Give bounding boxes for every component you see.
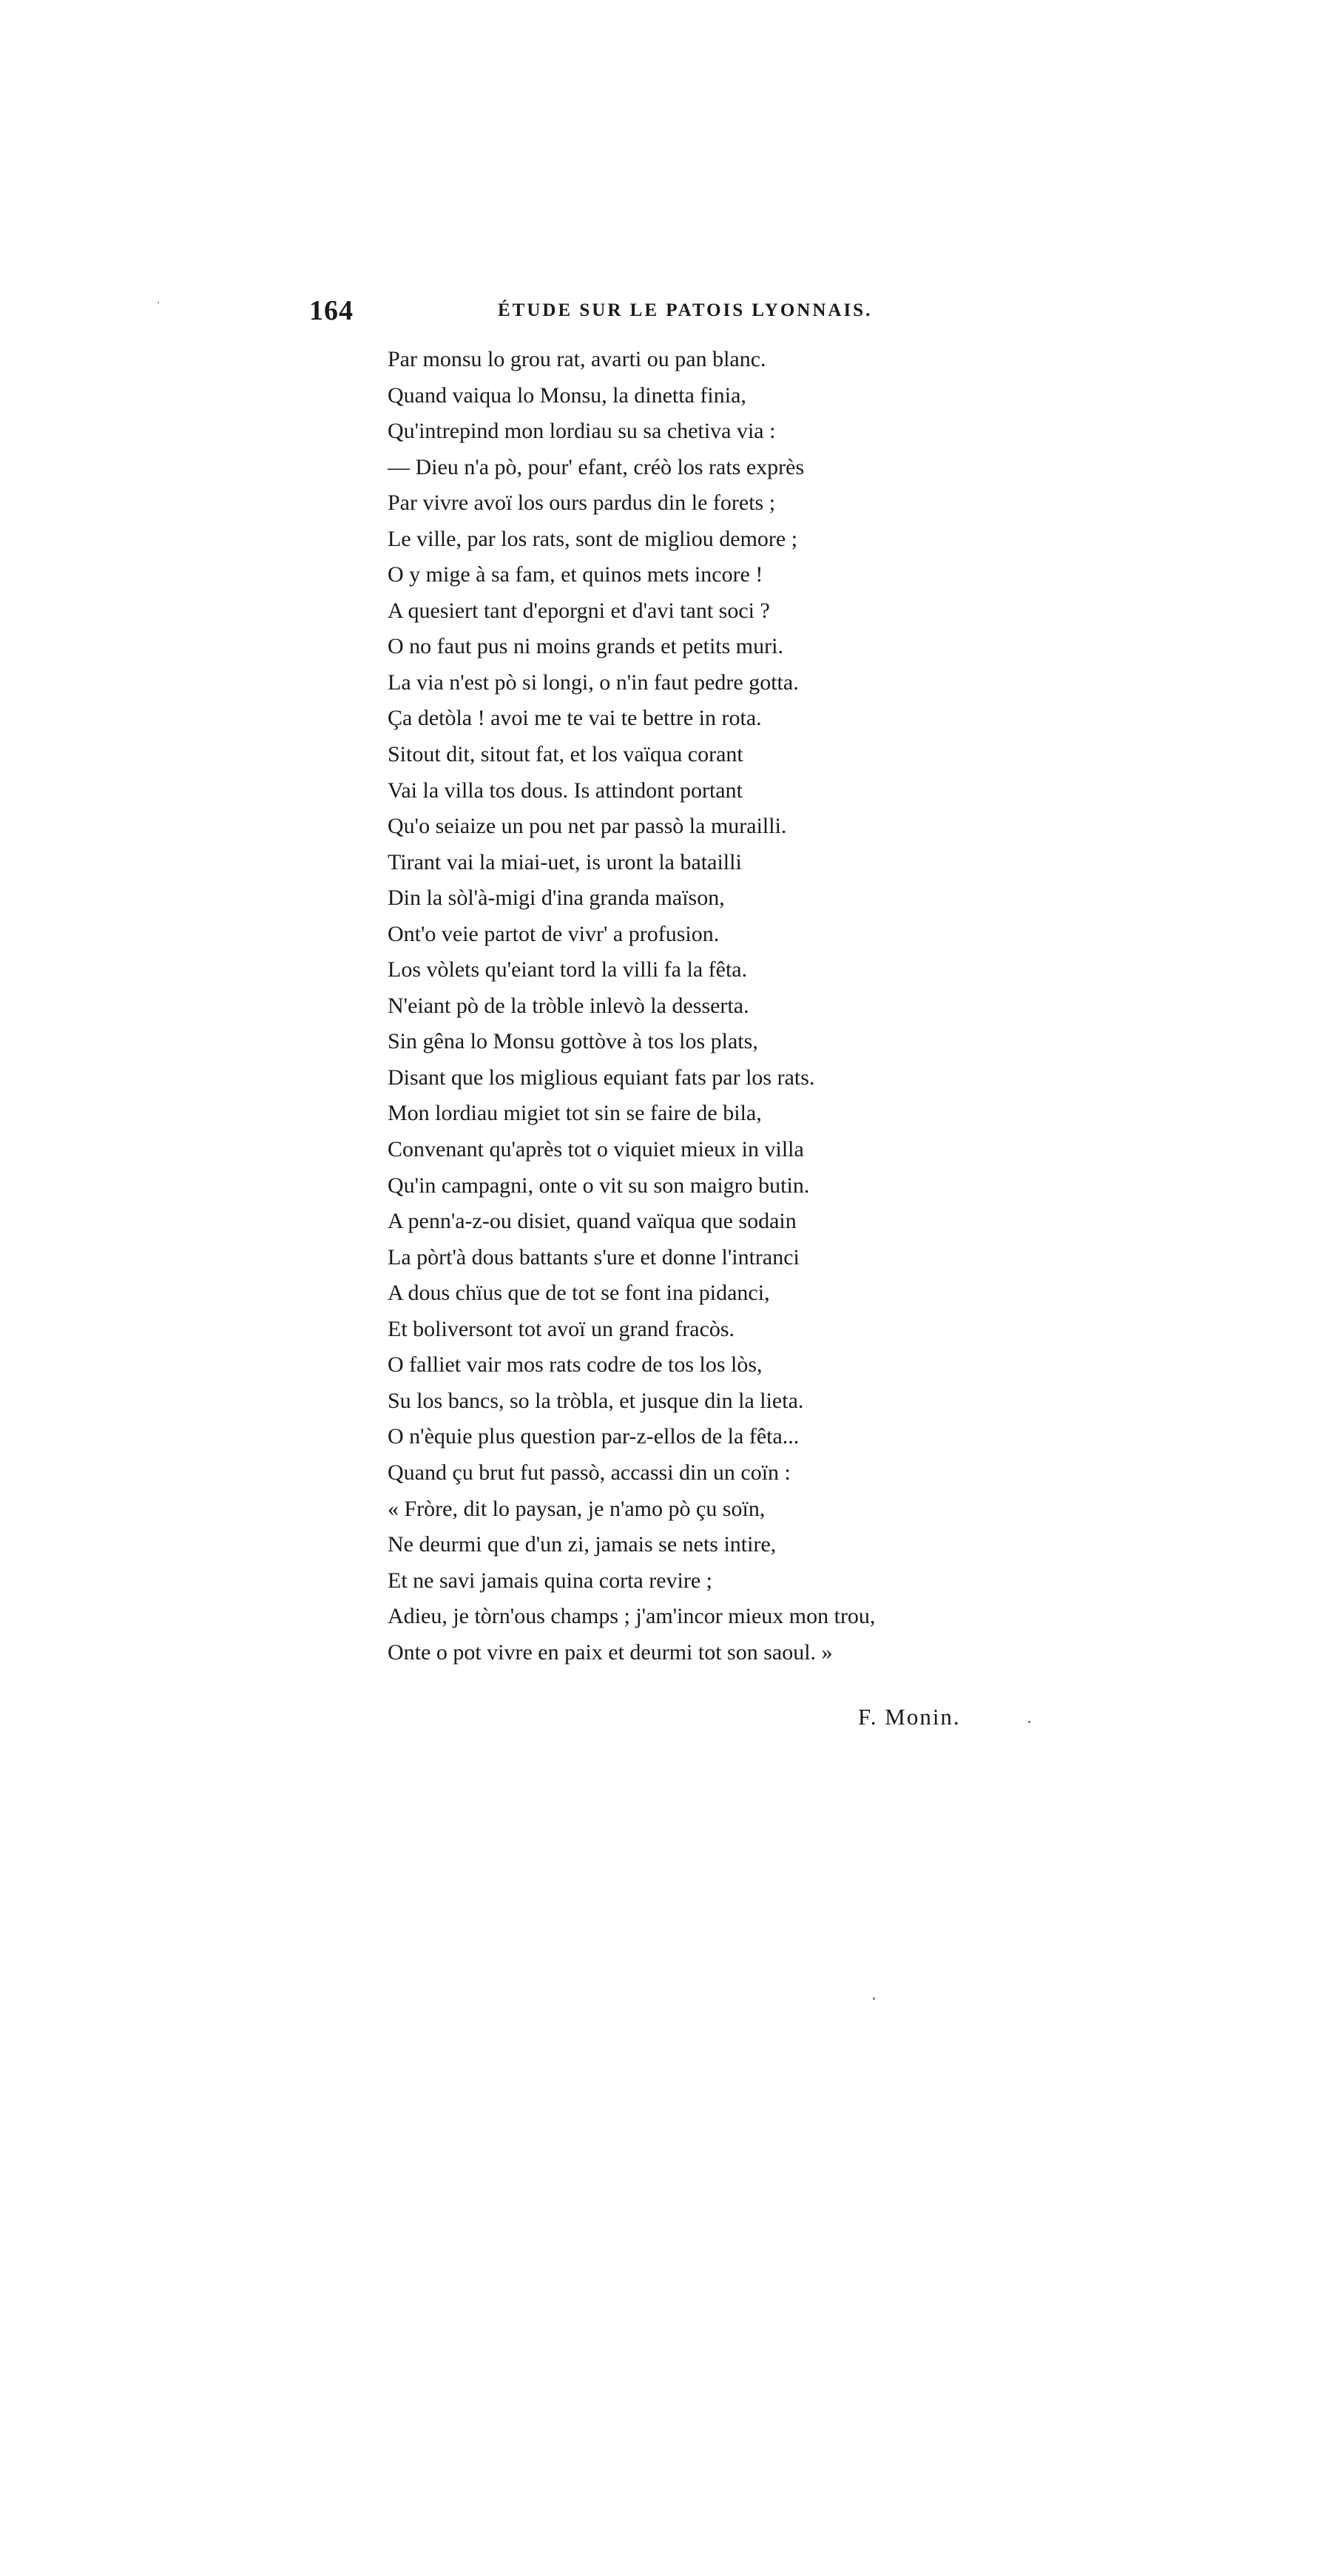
poem-line: Adieu, je tòrn'ous champs ; j'am'incor mieux mon trou, — [388, 1604, 876, 1629]
poem-line: Disant que los miglious equiant fats par los rats. — [388, 1065, 815, 1090]
poem-line: Sin gêna lo Monsu gottòve à tos los plats, — [388, 1029, 758, 1054]
poem-line: Et boliversont tot avoï un grand fracòs. — [388, 1316, 735, 1341]
poem-line: Le ville, par los rats, sont de migliou demore ; — [388, 526, 798, 551]
poem-line: Qu'in campagni, onte o vit su son maigro butin. — [388, 1173, 810, 1198]
poem-line: Convenant qu'après tot o viquiet mieux in villa — [388, 1137, 804, 1162]
poem-line: « Fròre, dit lo paysan, je n'amo pò çu soïn, — [388, 1496, 766, 1521]
poem-line: Su los bancs, so la tròbla, et jusque din la lieta. — [388, 1388, 804, 1413]
poem-line: O falliet vair mos rats codre de tos los lòs, — [388, 1352, 763, 1378]
page-number: 164 — [309, 295, 354, 326]
poem-line: Mon lordiau migiet tot sin se faire de bila, — [388, 1101, 762, 1126]
paper-speck — [158, 302, 159, 303]
poem-line: Quand vaiqua lo Monsu, la dinetta finia, — [388, 382, 746, 408]
poem-line: La via n'est pò si longi, o n'in faut pedre gotta. — [388, 670, 799, 695]
poem-line: Et ne savi jamais quina corta revire ; — [388, 1568, 712, 1593]
poem-line: Tirant vai la miai-uet, is uront la batailli — [388, 849, 742, 874]
paper-speck — [1028, 1721, 1030, 1723]
poem-line: O no faut pus ni moins grands et petits muri. — [388, 634, 783, 659]
poem-line: Sitout dit, sitout fat, et los vaïqua corant — [388, 742, 743, 767]
poem-line: N'eiant pò de la tròble inlevò la desserta. — [388, 993, 749, 1018]
paper-speck — [873, 1997, 875, 2000]
running-header — [309, 294, 990, 339]
poem-line: Onte o pot vivre en paix et deurmi tot son saoul. » — [388, 1639, 833, 1665]
author-signature: F. Monin. — [858, 1704, 961, 1730]
poem-line: Vai la villa tos dous. Is attindont portant — [388, 778, 743, 803]
poem-line: A penn'a-z-ou disiet, quand vaïqua que sodain — [388, 1209, 797, 1234]
poem-line: Ne deurmi que d'un zi, jamais se nets intire, — [388, 1532, 777, 1557]
poem-line: A dous chïus que de tot se font ina pidanci, — [388, 1281, 770, 1306]
poem-text — [388, 342, 1009, 1670]
poem-line: Ça detòla ! avoi me te vai te bettre in rota. — [388, 706, 762, 731]
poem-line: La pòrt'à dous battants s'ure et donne l'intranci — [388, 1244, 800, 1270]
poem-line: Par vivre avoï los ours pardus din le forets ; — [388, 490, 776, 516]
poem-line: Ont'o veie partot de vivr' a profusion. — [388, 921, 720, 946]
poem-line: O n'èquie plus question par-z-ellos de la fêta... — [388, 1424, 800, 1449]
poem-line: O y mige à sa fam, et quinos mets incore ! — [388, 562, 763, 587]
poem-line: Los vòlets qu'eiant tord la villi fa la fêta. — [388, 957, 748, 982]
poem-line: Quand çu brut fut passò, accassi din un coïn : — [388, 1460, 791, 1485]
poem-line: Qu'o seiaize un pou net par passò la murailli. — [388, 814, 787, 839]
poem-line: Par monsu lo grou rat, avarti ou pan blanc. — [388, 347, 766, 371]
poem-line: — Dieu n'a pò, pour' efant, créò los rats exprès — [388, 454, 805, 479]
poem-line: Din la sòl'à-migi d'ina granda maïson, — [388, 886, 725, 911]
poem-line: Qu'intrepind mon lordiau su sa chetiva via : — [388, 419, 776, 444]
poem-line: A quesiert tant d'eporgni et d'avi tant soci ? — [388, 598, 770, 623]
running-title: ÉTUDE SUR LE PATOIS LYONNAIS. — [498, 300, 873, 320]
